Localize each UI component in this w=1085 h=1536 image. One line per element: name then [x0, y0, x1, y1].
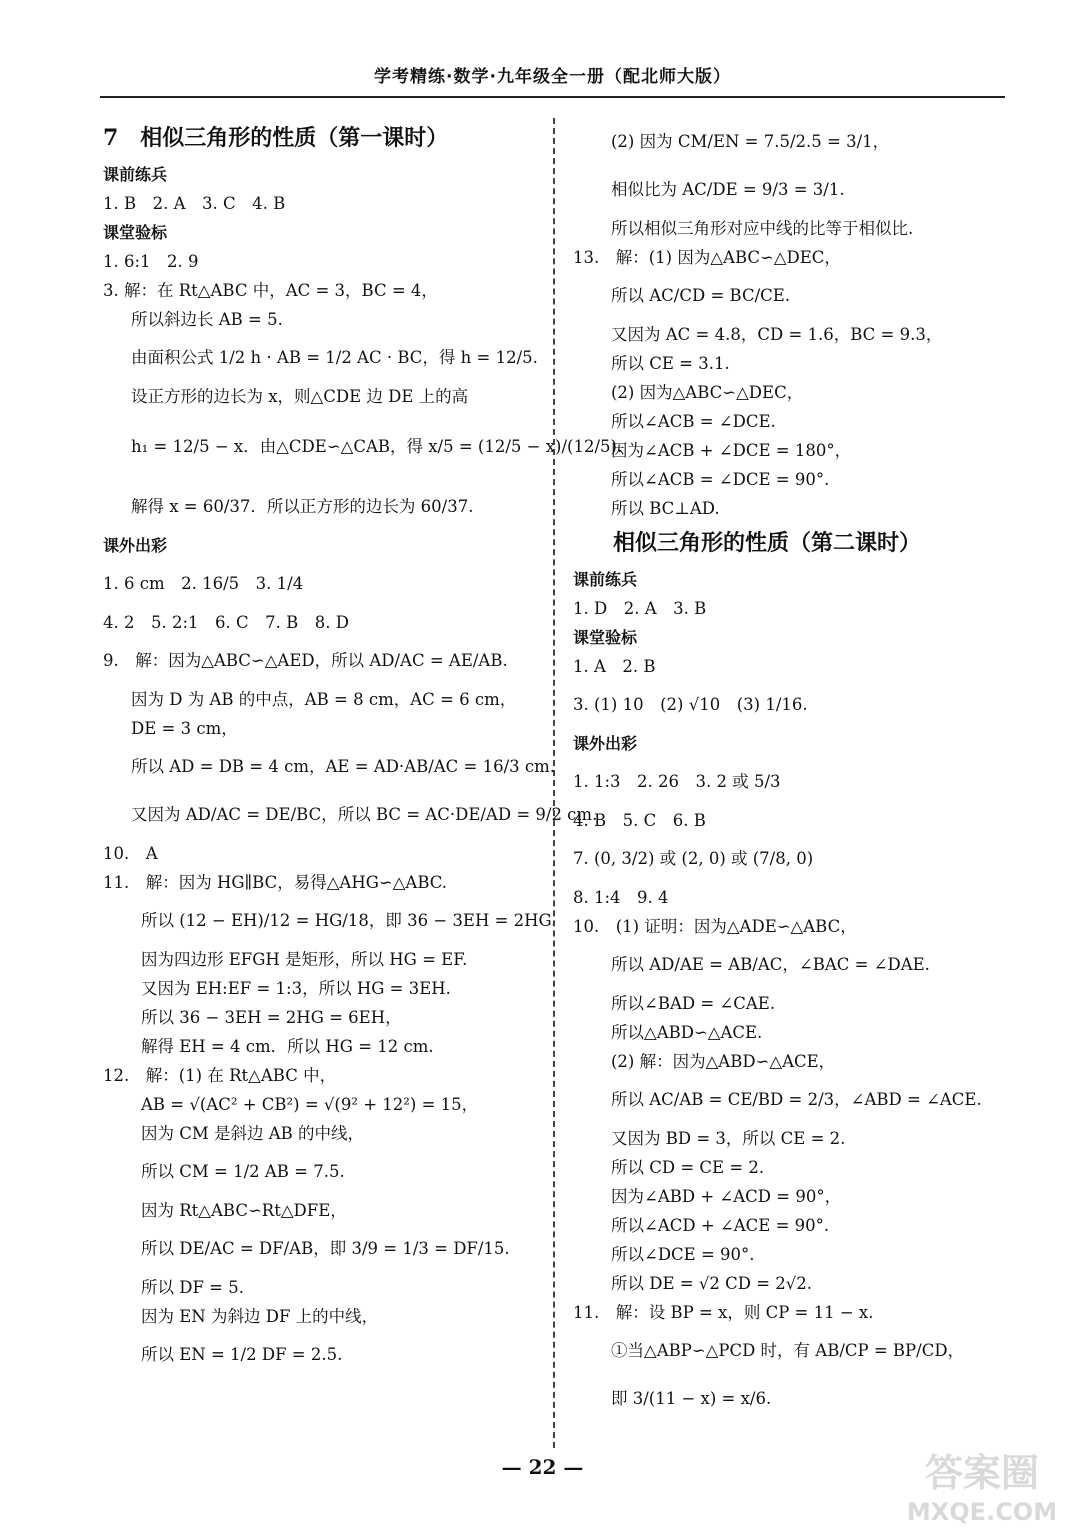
answer-line: 所以 AD = DB = 4 cm，AE = AD·AB/AC = 16/3 cm. — [131, 757, 556, 776]
answer-line: AB = √(AC² + CB²) = √(9² + 12²) = 15， — [141, 1095, 479, 1114]
answer-line: (2) 因为 CM/EN = 7.5/2.5 = 3/1， — [611, 132, 890, 151]
section-title-lesson-2: 相似三角形的性质（第二课时） — [613, 530, 922, 556]
answer-line: 所以△ABD∽△ACE. — [611, 1023, 763, 1042]
right-answer-lines-2 — [573, 565, 1003, 1423]
answer-line: 1. A 2. B — [573, 657, 656, 676]
section-title-lesson-1: 7 相似三角形的性质（第一课时） — [103, 125, 449, 151]
header-rule — [100, 96, 1005, 98]
running-header: 学考精练·数学·九年级全一册（配北师大版） — [374, 67, 731, 87]
answer-line: 3. (1) 10 (2) √10 (3) 1/16. — [573, 695, 808, 714]
answer-line: 9. 解：因为△ABC∽△AED，所以 AD/AC = AE/AB. — [103, 651, 508, 670]
answer-line: 1. B 2. A 3. C 4. B — [103, 194, 286, 213]
answer-line: 3. 解：在 Rt△ABC 中，AC = 3，BC = 4， — [103, 281, 438, 300]
answer-line: 又因为 AC = 4.8，CD = 1.6，BC = 9.3， — [611, 325, 943, 344]
answer-line: 因为 Rt△ABC∽Rt△DFE， — [141, 1201, 347, 1220]
answer-line: DE = 3 cm， — [131, 719, 238, 738]
answer-line: 所以∠DCE = 90°. — [611, 1245, 755, 1264]
answer-line: 因为 CM 是斜边 AB 的中线， — [141, 1124, 365, 1143]
answer-line: 1. 6 cm 2. 16/5 3. 1/4 — [103, 574, 304, 593]
answer-line: 7. (0, 3/2) 或 (2, 0) 或 (7/8, 0) — [573, 849, 814, 868]
answer-line: 所以 CM = 1/2 AB = 7.5. — [141, 1162, 345, 1181]
answer-line: 设正方形的边长为 x，则△CDE 边 DE 上的高 — [131, 387, 469, 406]
answer-line: (2) 因为△ABC∽△DEC， — [611, 383, 804, 402]
answer-line: 所以∠ACD + ∠ACE = 90°. — [611, 1216, 830, 1235]
answer-line: 1. 6:1 2. 9 — [103, 252, 199, 271]
answer-line: 所以∠ACB = ∠DCE = 90°. — [611, 470, 830, 489]
answer-line: 因为∠ACB + ∠DCE = 180°， — [611, 441, 852, 460]
answer-line: 又因为 AD/AC = DE/BC，所以 BC = AC·DE/AD = 9/2 cm. — [131, 805, 598, 824]
subsection-heading: 课外出彩 — [573, 734, 638, 753]
watermark-logo — [897, 1442, 1067, 1528]
watermark-text-main: 答案圈 — [924, 1451, 1040, 1495]
answer-line: 因为∠ABD + ∠ACD = 90°， — [611, 1187, 842, 1206]
column-divider — [553, 118, 555, 1448]
answer-line: 即 3/(11 − x) = x/6. — [611, 1389, 772, 1408]
answer-line: 10. A — [103, 844, 158, 863]
answer-line: 所以 AC/CD = BC/CE. — [611, 286, 791, 305]
page-number: — 22 — — [501, 1455, 584, 1479]
answer-line: 所以∠ACB = ∠DCE. — [611, 412, 776, 431]
answer-line: 所以斜边长 AB = 5. — [131, 310, 283, 329]
answer-line: 所以 BC⊥AD. — [611, 499, 720, 518]
answer-line: 又因为 EH:EF = 1:3，所以 HG = 3EH. — [141, 979, 451, 998]
answer-line: 13. 解：(1) 因为△ABC∽△DEC， — [573, 248, 841, 267]
answer-line: 1. 1:3 2. 26 3. 2 或 5/3 — [573, 772, 781, 791]
answer-line: 解得 EH = 4 cm．所以 HG = 12 cm. — [141, 1037, 434, 1056]
answer-line: 所以 36 − 3EH = 2HG = 6EH， — [141, 1008, 402, 1027]
right-column — [573, 118, 1003, 1423]
answer-line: 所以 DF = 5. — [141, 1278, 244, 1297]
answer-line: 12. 解：(1) 在 Rt△ABC 中， — [103, 1066, 337, 1085]
answer-line: 所以 AD/AE = AB/AC，∠BAC = ∠DAE. — [611, 955, 930, 974]
answer-line: 解得 x = 60/37．所以正方形的边长为 60/37. — [131, 497, 474, 516]
answer-line: 所以相似三角形对应中线的比等于相似比. — [611, 219, 914, 238]
answer-line: 所以 AC/AB = CE/BD = 2/3，∠ABD = ∠ACE. — [611, 1090, 982, 1109]
answer-line: 11. 解：设 BP = x，则 CP = 11 − x. — [573, 1303, 874, 1322]
answer-line: 由面积公式 1/2 h · AB = 1/2 AC · BC，得 h = 12/5. — [131, 348, 538, 367]
answer-line: 所以 CD = CE = 2. — [611, 1158, 765, 1177]
answer-line: 所以 DE = √2 CD = 2√2. — [611, 1274, 813, 1293]
answer-line: 因为 D 为 AB 的中点，AB = 8 cm，AC = 6 cm， — [131, 690, 517, 709]
subsection-heading: 课前练兵 — [573, 570, 638, 589]
answer-line: (2) 解：因为△ABD∽△ACE， — [611, 1052, 836, 1071]
answer-line: 所以 CE = 3.1. — [611, 354, 730, 373]
answer-line: h₁ = 12/5 − x．由△CDE∽△CAB，得 x/5 = (12/5 − x)/(12/5). — [131, 437, 623, 456]
subsection-heading: 课外出彩 — [103, 536, 168, 555]
answer-line: 8. 1:4 9. 4 — [573, 888, 669, 907]
answer-line: 1. D 2. A 3. B — [573, 599, 707, 618]
answer-line: 相似比为 AC/DE = 9/3 = 3/1. — [611, 180, 845, 199]
answer-line: 所以∠BAD = ∠CAE. — [611, 994, 776, 1013]
answer-line: 11. 解：因为 HG∥BC，易得△AHG∽△ABC. — [103, 873, 448, 892]
answer-line: 10. (1) 证明：因为△ADE∽△ABC， — [573, 917, 857, 936]
watermark-text-url: MXQE.COM — [906, 1498, 1058, 1526]
answer-line: ①当△ABP∽△PCD 时，有 AB/CP = BP/CD， — [611, 1341, 965, 1360]
answer-line: 所以 EN = 1/2 DF = 2.5. — [141, 1345, 343, 1364]
subsection-heading: 课前练兵 — [103, 165, 168, 184]
answer-line: 4. 2 5. 2:1 6. C 7. B 8. D — [103, 613, 349, 632]
subsection-heading: 课堂验标 — [573, 628, 638, 647]
right-answer-lines — [573, 118, 1003, 523]
answer-line: 又因为 BD = 3，所以 CE = 2. — [611, 1129, 846, 1148]
answer-line: 因为四边形 EFGH 是矩形，所以 HG = EF. — [141, 950, 468, 969]
answer-line: 所以 DE/AC = DF/AB，即 3/9 = 1/3 = DF/15. — [141, 1239, 510, 1258]
subsection-heading: 课堂验标 — [103, 223, 168, 242]
answer-line: 4. B 5. C 6. B — [573, 811, 706, 830]
answer-line: 所以 (12 − EH)/12 = HG/18，即 36 − 3EH = 2HG. — [141, 911, 557, 930]
answer-line: 因为 EN 为斜边 DF 上的中线， — [141, 1307, 379, 1326]
